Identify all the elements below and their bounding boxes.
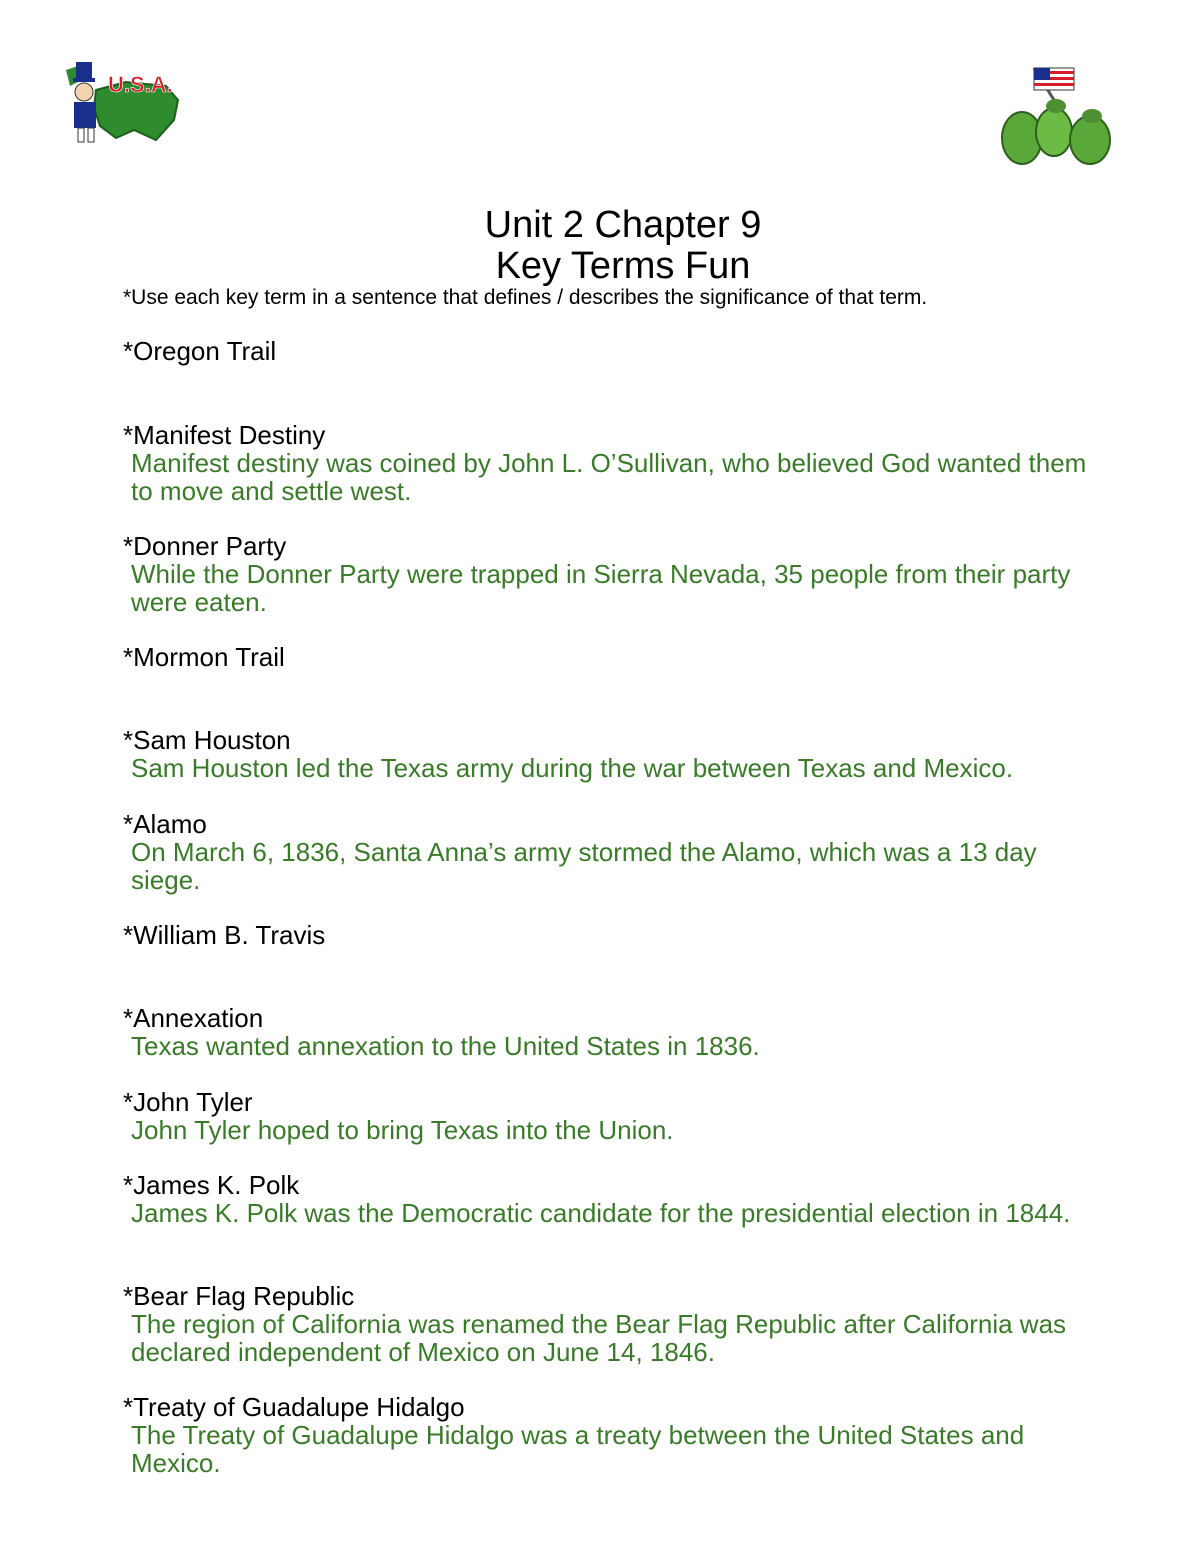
term-answer: Texas wanted annexation to the United States in 1836. xyxy=(131,1031,760,1061)
instructions: *Use each key term in a sentence that defines / describes the significance of that term. xyxy=(123,286,928,309)
term-label: *Sam Houston xyxy=(123,725,291,755)
term-label: *Treaty of Guadalupe Hidalgo xyxy=(123,1392,465,1422)
term-annexation xyxy=(123,1004,1113,1060)
term-answer: Manifest destiny was coined by John L. O’Sullivan, who believed God wanted them to move and settle west. xyxy=(131,448,1087,506)
term-oregon-trail xyxy=(123,337,1113,365)
term-label: *Oregon Trail xyxy=(123,336,277,366)
term-label: *Donner Party xyxy=(123,531,287,561)
term-answer: While the Donner Party were trapped in Sierra Nevada, 35 people from their party were eaten. xyxy=(131,559,1071,617)
term-label: *Manifest Destiny xyxy=(123,420,326,450)
term-sam-houston xyxy=(123,726,1113,782)
term-label: *Alamo xyxy=(123,809,207,839)
term-label: *Mormon Trail xyxy=(123,642,285,672)
usa-logo-text: U.S.A. xyxy=(108,72,173,97)
term-label: *Annexation xyxy=(123,1003,264,1033)
term-answer: The region of California was renamed the Bear Flag Republic after California was declared independent of Mexico on June 14, 1846. xyxy=(131,1309,1067,1367)
page-subtitle: Key Terms Fun xyxy=(495,245,751,287)
term-john-tyler xyxy=(123,1088,1113,1144)
term-william-b-travis xyxy=(123,921,1113,949)
term-mormon-trail xyxy=(123,643,1113,671)
page-title: Unit 2 Chapter 9 xyxy=(484,204,762,246)
term-label: *James K. Polk xyxy=(123,1170,300,1200)
term-treaty-guadalupe-hidalgo xyxy=(123,1393,1113,1477)
term-answer: James K. Polk was the Democratic candidate for the presidential election in 1844. xyxy=(131,1198,1071,1228)
term-answer: On March 6, 1836, Santa Anna’s army stormed the Alamo, which was a 13 day siege. xyxy=(131,837,1037,895)
term-answer: Sam Houston led the Texas army during the war between Texas and Mexico. xyxy=(131,753,1014,783)
term-alamo xyxy=(123,810,1113,894)
term-label: *Bear Flag Republic xyxy=(123,1281,355,1311)
term-james-k-polk xyxy=(123,1171,1113,1227)
term-bear-flag-republic xyxy=(123,1282,1113,1366)
soldiers-flag-logo xyxy=(990,62,1120,172)
term-answer: John Tyler hoped to bring Texas into the Union. xyxy=(131,1115,674,1145)
term-label: *William B. Travis xyxy=(123,920,326,950)
term-donner-party xyxy=(123,532,1113,616)
term-answer: The Treaty of Guadalupe Hidalgo was a treaty between the United States and Mexico. xyxy=(131,1420,1025,1478)
usa-logo xyxy=(56,60,186,148)
term-manifest-destiny xyxy=(123,421,1113,505)
term-label: *John Tyler xyxy=(123,1087,253,1117)
